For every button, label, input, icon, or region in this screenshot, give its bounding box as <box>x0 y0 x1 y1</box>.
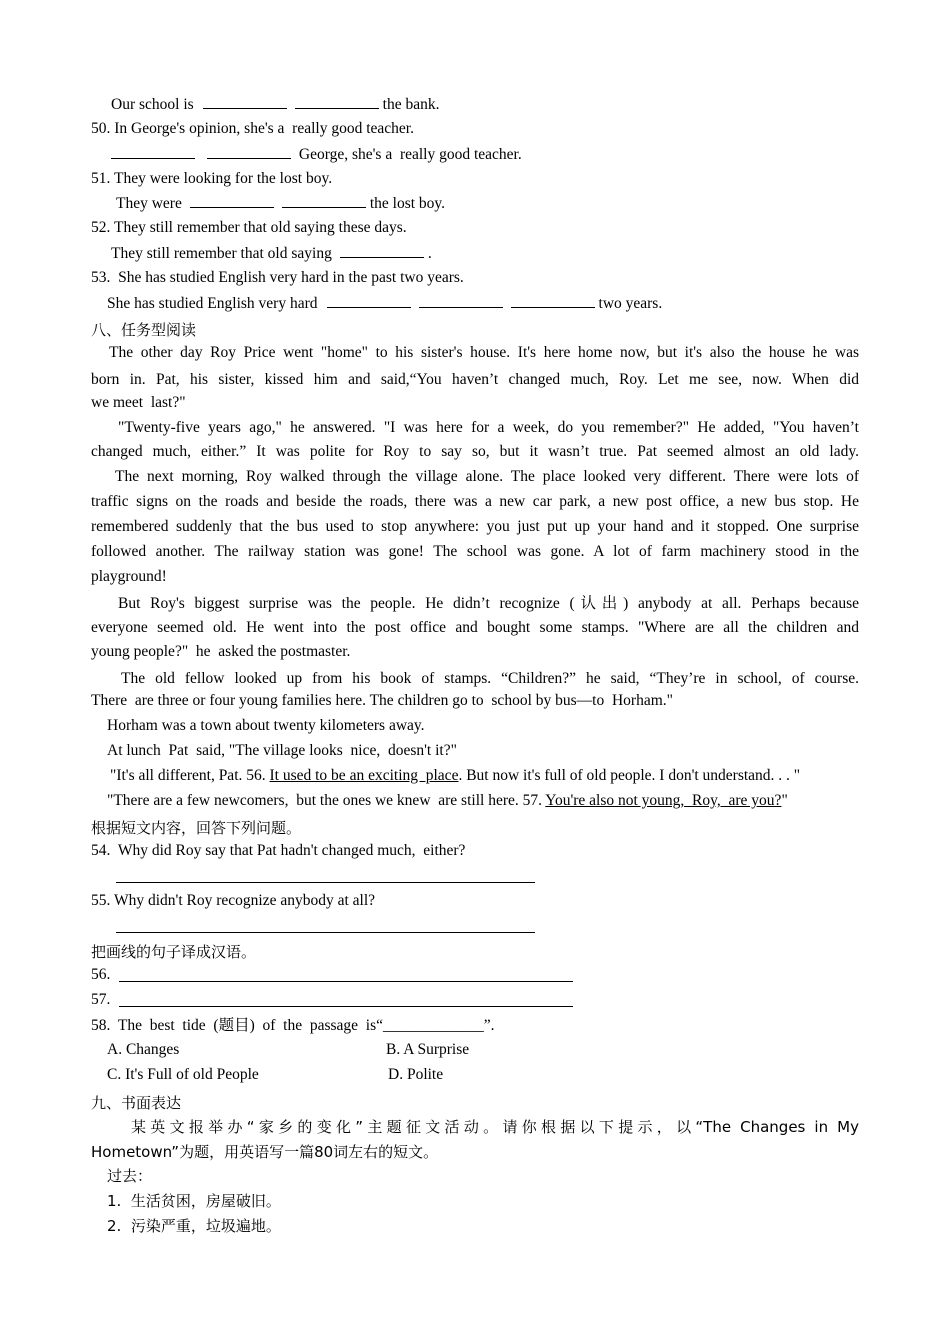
text-segment: "It's all different, Pat. 56. <box>110 767 270 784</box>
q53-answer-line <box>107 293 875 314</box>
option-d[interactable]: D. Polite <box>388 1066 444 1083</box>
q51-answer-line <box>116 193 884 214</box>
passage-line: young people?" he asked the postmaster. <box>91 643 351 660</box>
blank[interactable] <box>207 144 291 159</box>
passage-line: At lunch Pat said, "The village looks nice, doesn't it?" <box>107 742 457 759</box>
passage-line: There are three or four young families here. The children go to school by bus—to Horham." <box>91 692 673 709</box>
passage-line: playground! <box>91 568 167 585</box>
blank[interactable] <box>419 293 503 308</box>
q55-question: 55. Why didn't Roy recognize anybody at all? <box>91 892 376 909</box>
blank[interactable] <box>111 144 195 159</box>
q52-prefix: They still remember that old saying <box>111 245 332 262</box>
passage-line: everyone seemed old. He went into the post office and bought some stamps. "Where are all the children and <box>91 619 859 636</box>
q57-answer-line[interactable] <box>119 1006 573 1007</box>
passage-line <box>110 766 878 786</box>
q53-suffix: two years. <box>598 295 663 312</box>
q52-question: 52. They still remember that old saying these days. <box>91 219 407 236</box>
option-b[interactable]: B. A Surprise <box>386 1041 470 1058</box>
blank[interactable] <box>295 94 379 109</box>
passage-line: changed much, either.” It was polite for Roy to say so, but it wasn’t true. Pat seemed almost an old lady. <box>91 443 859 460</box>
prompt-item: 1. 生活贫困，房屋破旧。 <box>107 1192 281 1210</box>
blank[interactable] <box>282 193 366 208</box>
option-a[interactable]: A. Changes <box>107 1041 180 1058</box>
q57-label: 57. <box>91 991 111 1008</box>
q49-answer-line <box>111 94 879 115</box>
q54-answer-line[interactable] <box>116 882 535 883</box>
underlined-sentence-56: It used to be an exciting place <box>269 767 459 784</box>
text-segment: . But now it's full of old people. I don't understand. . . " <box>458 767 801 784</box>
writing-prompt: Hometown”为题，用英语写一篇80词左右的短文。 <box>91 1143 439 1161</box>
passage-line: remembered suddenly that the bus used to stop anywhere: you just put up your hand and it stopped. One surprise <box>91 518 859 535</box>
q56-label: 56. <box>91 966 111 983</box>
text-segment: " <box>781 792 788 809</box>
passage-line: we meet last?" <box>91 394 186 411</box>
q53-prefix: She has studied English very hard <box>107 295 318 312</box>
passage-line: born in. Pat, his sister, kissed him and said,“You haven’t changed much, Roy. Let me see, now. When did <box>91 371 859 388</box>
passage-line <box>107 791 875 811</box>
q50-suffix: George, she's a really good teacher. <box>298 146 522 163</box>
section9-heading: 九、书面表达 <box>91 1094 182 1112</box>
blank[interactable] <box>190 193 274 208</box>
q50-question: 50. In George's opinion, she's a really good teacher. <box>91 120 414 137</box>
past-label: 过去： <box>107 1167 153 1185</box>
passage-line: "Twenty-five years ago," he answered. "I was here for a week, do you remember?" He added, "You haven’t <box>118 419 859 436</box>
underlined-sentence-57: You're also not young, Roy, are you? <box>545 792 782 809</box>
option-c[interactable]: C. It's Full of old People <box>107 1066 259 1083</box>
q49-suffix: the bank. <box>382 96 440 113</box>
blank[interactable] <box>327 293 411 308</box>
q51-prefix: They were <box>116 195 182 212</box>
blank[interactable] <box>511 293 595 308</box>
passage-line: traffic signs on the roads and beside the roads, there was a new car park, a new post office, a new bus stop. He <box>91 493 859 510</box>
writing-prompt: 某英文报举办“家乡的变化”主题征文活动。请你根据以下提示，以“The Changes in My <box>131 1118 859 1136</box>
instruction: 根据短文内容，回答下列问题。 <box>91 819 302 837</box>
section8-heading: 八、任务型阅读 <box>91 321 197 339</box>
q51-suffix: the lost boy. <box>369 195 446 212</box>
q56-answer-line[interactable] <box>119 981 573 982</box>
q54-question: 54. Why did Roy say that Pat hadn't changed much, either? <box>91 842 466 859</box>
q52-answer-line <box>111 243 879 264</box>
blank[interactable] <box>203 94 287 109</box>
prompt-item: 2. 污染严重，垃圾遍地。 <box>107 1217 281 1235</box>
passage-line: The old fellow looked up from his book of stamps. “Children?” he said, “They’re in school, of course. <box>121 670 859 687</box>
blank[interactable] <box>340 243 424 258</box>
passage-line: But Roy's biggest surprise was the people. He didn’t recognize (认出) anybody at all. Perhaps because <box>118 595 859 612</box>
q49-prefix: Our school is <box>111 96 194 113</box>
q58-question: 58. The best tide (题目) of the passage is“_____________”. <box>91 1017 495 1034</box>
q50-answer-line <box>111 144 879 165</box>
q53-question: 53. She has studied English very hard in the past two years. <box>91 269 464 286</box>
text-segment: "There are a few newcomers, but the ones we knew are still here. 57. <box>107 792 546 809</box>
passage-line: The next morning, Roy walked through the village alone. The place looked very different. There were lots of <box>115 468 859 485</box>
q52-suffix: . <box>427 245 432 262</box>
passage-line: Horham was a town about twenty kilometers away. <box>107 717 425 734</box>
passage-line: followed another. The railway station was gone! The school was gone. A lot of farm machinery stood in the <box>91 543 859 560</box>
q51-question: 51. They were looking for the lost boy. <box>91 170 333 187</box>
passage-line: The other day Roy Price went "home" to his sister's house. It's here home now, but it's also the house he was <box>109 344 859 361</box>
q55-answer-line[interactable] <box>116 932 535 933</box>
instruction: 把画线的句子译成汉语。 <box>91 943 257 961</box>
